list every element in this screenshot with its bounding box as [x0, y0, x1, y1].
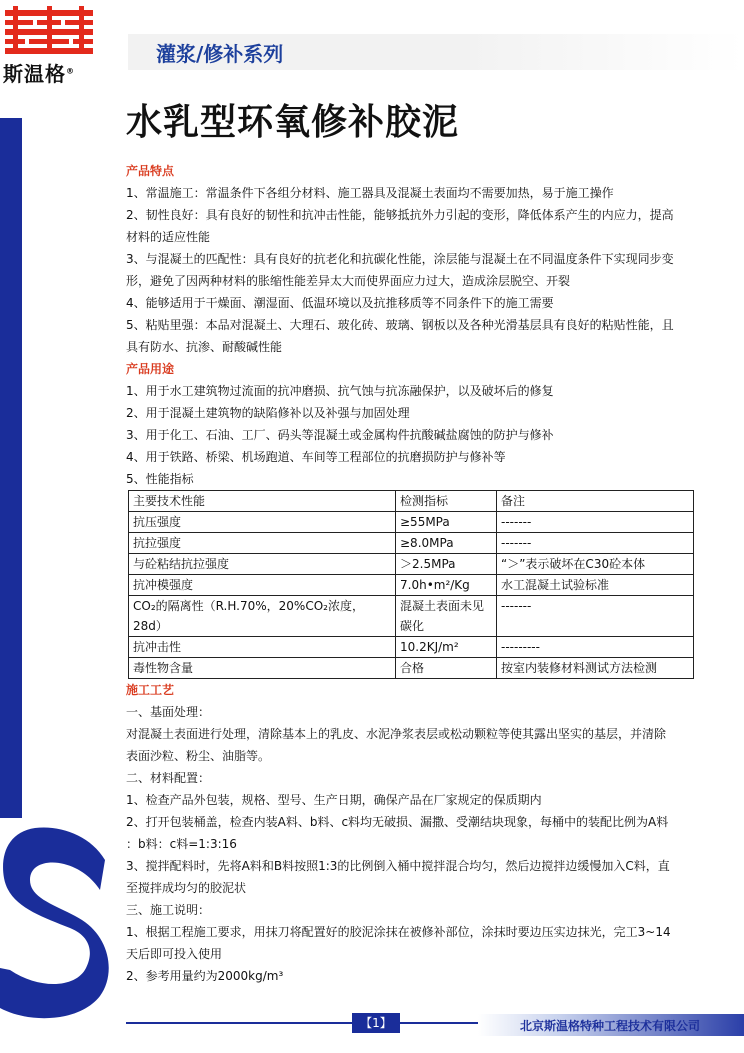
letter-s-decoration — [0, 820, 110, 1020]
uses-heading: 产品用途 — [126, 362, 175, 376]
series-title: 灌浆/修补系列 — [156, 42, 284, 66]
text-line: 材料的适应性能 — [126, 230, 211, 244]
table-header-row — [129, 491, 694, 512]
table-header-cell: 检测指标 — [396, 491, 497, 512]
table-cell: 抗压强度 — [129, 512, 396, 533]
construction-heading: 施工工艺 — [126, 683, 175, 697]
page-number: 【1】 — [352, 1013, 400, 1033]
text-line: 4、用于铁路、桥梁、机场跑道、车间等工程部位的抗磨损防护与修补等 — [126, 450, 506, 464]
table-cell: ------- — [497, 512, 694, 533]
text-line: 5、粘贴里强：本品对混凝土、大理石、玻化砖、玻璃、钢板以及各种光滑基层具有良好的粘贴性能，且 — [126, 318, 674, 332]
text-line: 4、能够适用于干燥面、潮湿面、低温环境以及抗推移质等不同条件下的施工需要 — [126, 296, 554, 310]
text-line: 2、韧性良好：具有良好的韧性和抗冲击性能，能够抵抗外力引起的变形，降低体系产生的内应力，提高 — [126, 208, 674, 222]
text-line: 表面沙粒、粉尘、油脂等。 — [126, 749, 271, 763]
table-row — [129, 554, 694, 575]
table-row — [129, 575, 694, 596]
text-line: 天后即可投入使用 — [126, 947, 223, 961]
table-cell: ≥8.0MPa — [396, 533, 497, 554]
text-line: ：b料：c料=1:3:16 — [126, 837, 237, 851]
table-cell: --------- — [497, 637, 694, 658]
table-row — [129, 512, 694, 533]
logo-text: 斯温格® — [3, 62, 75, 86]
table-cell: 抗拉强度 — [129, 533, 396, 554]
text-line: 一、基面处理： — [126, 705, 211, 719]
text-line: 对混凝土表面进行处理，清除基本上的乳皮、水泥净浆表层或松动颗粒等使其露出坚实的基层，并清除 — [126, 727, 667, 741]
table-cell: 抗冲击性 — [129, 637, 396, 658]
table-cell: ------- — [497, 596, 694, 637]
table-header-cell: 主要技术性能 — [129, 491, 396, 512]
table-header-cell: 备注 — [497, 491, 694, 512]
table-row — [129, 596, 694, 637]
table-cell: 7.0h•m²/Kg — [396, 575, 497, 596]
table-cell: ＞2.5MPa — [396, 554, 497, 575]
spec-table — [128, 490, 694, 679]
document-body — [126, 160, 718, 987]
text-line: 二、材料配置： — [126, 771, 211, 785]
text-line: 1、用于水工建筑物过流面的抗冲磨损、抗气蚀与抗冻融保护，以及破坏后的修复 — [126, 384, 554, 398]
table-row — [129, 533, 694, 554]
table-row — [129, 637, 694, 658]
text-line: 3、与混凝土的匹配性：具有良好的抗老化和抗碳化性能，涂层能与混凝土在不同温度条件下实现同步变 — [126, 252, 674, 266]
features-heading: 产品特点 — [126, 164, 175, 178]
text-line: 具有防水、抗渗、耐酸碱性能 — [126, 340, 283, 354]
table-cell: “＞”表示破坏在C30砼本体 — [497, 554, 694, 575]
text-line: 1、常温施工：常温条件下各组分材料、施工器具及混凝土表面均不需要加热，易于施工操作 — [126, 186, 614, 200]
text-line: 形，避免了因两种材料的胀缩性能差异太大而使界面应力过大，造成涂层脱空、开裂 — [126, 274, 571, 288]
table-row — [129, 658, 694, 679]
text-line: 3、搅拌配料时，先将A料和B料按照1:3的比例倒入桶中搅拌混合均匀，然后边搅拌边缓慢加入C料，直 — [126, 859, 670, 873]
table-cell: 毒性物含量 — [129, 658, 396, 679]
page-title: 水乳型环氧修补胶泥 — [126, 102, 460, 143]
company-name: 北京斯温格特种工程技术有限公司 — [520, 1019, 701, 1033]
side-decoration-bar — [0, 118, 22, 818]
table-cell: 水工混凝土试验标准 — [497, 575, 694, 596]
text-line: 2、打开包装桶盖，检查内装A料、b料、c料均无破损、漏撒、受潮结块现象，每桶中的装配比例为A料 — [126, 815, 669, 829]
text-line: 三、施工说明： — [126, 903, 211, 917]
text-line: 至搅拌成均匀的胶泥状 — [126, 881, 247, 895]
table-cell: 与砼粘结抗拉强度 — [129, 554, 396, 575]
table-cell: 混凝土表面未见碳化 — [396, 596, 497, 637]
text-line: 2、参考用量约为2000kg/m³ — [126, 969, 284, 983]
table-cell: 合格 — [396, 658, 497, 679]
table-cell: ≥55MPa — [396, 512, 497, 533]
table-cell: 抗冲模强度 — [129, 575, 396, 596]
table-cell: 按室内装修材料测试方法检测 — [497, 658, 694, 679]
table-cell: 10.2KJ/m² — [396, 637, 497, 658]
text-line: 5、性能指标 — [126, 472, 194, 486]
text-line: 1、检查产品外包装，规格、型号、生产日期，确保产品在厂家规定的保质期内 — [126, 793, 542, 807]
table-cell: CO₂的隔离性（R.H.70%，20%CO₂浓度，28d） — [129, 596, 396, 637]
table-cell: ------- — [497, 533, 694, 554]
text-line: 1、根据工程施工要求，用抹刀将配置好的胶泥涂抹在被修补部位，涂抹时要边压实边抹光，完工3~14 — [126, 925, 671, 939]
text-line: 3、用于化工、石油、工厂、码头等混凝土或金属构件抗酸碱盐腐蚀的防护与修补 — [126, 428, 554, 442]
text-line: 2、用于混凝土建筑物的缺陷修补以及补强与加固处理 — [126, 406, 410, 420]
